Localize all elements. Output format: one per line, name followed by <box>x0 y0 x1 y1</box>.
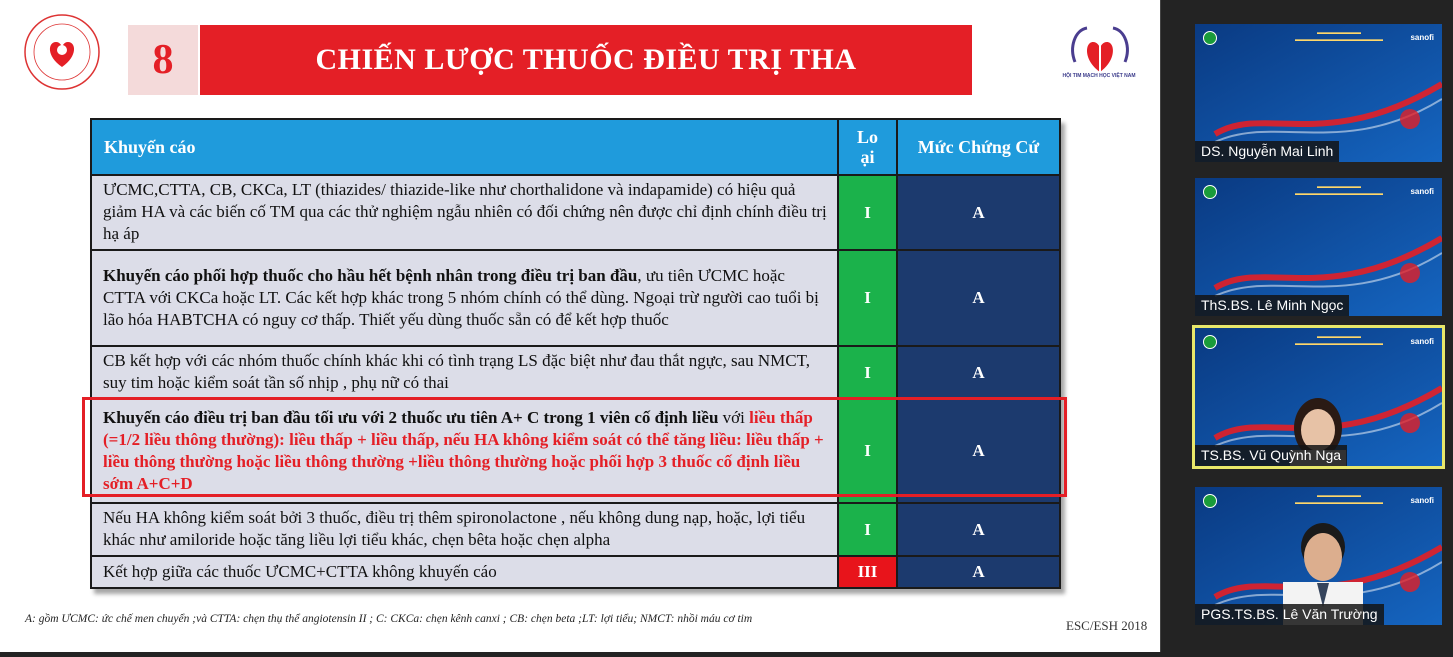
sponsor-logo: sanofi <box>1410 187 1434 196</box>
text-segment: Khuyến cáo điều trị ban đầu tối ưu với 2 thuốc ưu tiên A+ C trong 1 viên cố định liều <box>103 407 719 427</box>
table-row <box>91 346 1060 399</box>
participant-tile[interactable] <box>1195 328 1442 466</box>
class-cell: I <box>838 399 897 503</box>
webinar-banner: ▬▬▬▬▬▬▬▬ ▬▬▬▬▬▬▬▬▬▬▬▬▬▬▬▬ <box>1295 184 1383 197</box>
header-recommendation: Khuyến cáo <box>91 119 838 175</box>
slide-number: 8 <box>128 25 198 95</box>
text-segment: Kết hợp giữa các thuốc ƯCMC+CTTA không khuyến cáo <box>103 561 497 581</box>
class-cell: I <box>838 175 897 250</box>
evidence-cell: A <box>897 503 1060 556</box>
class-cell: I <box>838 346 897 399</box>
participant-name: DS. Nguyễn Mai Linh <box>1195 141 1339 162</box>
webinar-banner: ▬▬▬▬▬▬▬▬ ▬▬▬▬▬▬▬▬▬▬▬▬▬▬▬▬ <box>1295 493 1383 506</box>
participant-name: ThS.BS. Lê Minh Ngọc <box>1195 295 1349 316</box>
hypertension-society-logo <box>22 12 102 92</box>
evidence-cell: A <box>897 399 1060 503</box>
sponsor-logo: sanofi <box>1410 496 1434 505</box>
webinar-banner: ▬▬▬▬▬▬▬▬ ▬▬▬▬▬▬▬▬▬▬▬▬▬▬▬▬ <box>1295 334 1383 347</box>
evidence-cell: A <box>897 250 1060 346</box>
recommendation-text <box>91 556 838 588</box>
text-segment: Nếu HA không kiểm soát bởi 3 thuốc, điều trị thêm spironolactone , nếu không dung nạp, hoặc, lợi tiểu khác như amiloride hoặc tăng liều lợi tiểu khác, chẹn bêta hoặc chẹn alpha <box>103 508 806 549</box>
participant-name: TS.BS. Vũ Quỳnh Nga <box>1195 445 1347 466</box>
source-citation: ESC/ESH 2018 <box>1066 618 1148 633</box>
class-cell: I <box>838 250 897 346</box>
participant-tile[interactable] <box>1195 24 1442 162</box>
organization-icon <box>1203 185 1217 199</box>
table-row <box>91 175 1060 250</box>
participant-tile[interactable] <box>1195 178 1442 316</box>
participant-name: PGS.TS.BS. Lê Văn Trường <box>1195 604 1384 625</box>
table-row <box>91 250 1060 346</box>
webinar-banner: ▬▬▬▬▬▬▬▬ ▬▬▬▬▬▬▬▬▬▬▬▬▬▬▬▬ <box>1295 30 1383 43</box>
recommendation-text <box>91 175 838 250</box>
evidence-cell: A <box>897 556 1060 588</box>
table-row <box>91 503 1060 556</box>
sponsor-logo: sanofi <box>1410 337 1434 346</box>
recommendation-text <box>91 399 838 503</box>
text-segment: CB kết hợp với các nhóm thuốc chính khác khi có tình trạng LS đặc biệt như đau thắt ngực, sau NMCT, suy tim hoặc kiểm soát tần số nhịp , phụ nữ có thai <box>103 351 810 392</box>
recommendation-table <box>90 118 1061 589</box>
text-segment: với <box>718 407 750 427</box>
organization-icon <box>1203 494 1217 508</box>
recommendation-text <box>91 250 838 346</box>
header-class: Loại <box>838 119 897 175</box>
organization-icon <box>1203 31 1217 45</box>
text-segment: ƯCMC,CTTA, CB, CKCa, LT (thiazides/ thiazide-like như chorthalidone và indapamide) có hiệu quả giảm HA và các biến cố TM qua các thử nghiệm ngẫu nhiên có đối chứng nên được chỉ định chính điều trị hạ áp <box>103 180 827 243</box>
footnote: A: gồm ƯCMC: ức chế men chuyển ;và CTTA: chẹn thụ thể angiotensin II ; C: CKCa: chẹn kênh canxi ; CB: chẹn beta ;LT: lợi tiểu; NMCT: nhồi máu cơ tim <box>25 613 753 625</box>
slide-title: CHIẾN LƯỢC THUỐC ĐIỀU TRỊ THA <box>200 25 972 95</box>
recommendation-text <box>91 346 838 399</box>
table-row <box>91 399 1060 503</box>
organization-icon <box>1203 335 1217 349</box>
text-segment: liều thấp (=1/2 liều thông thường): liều thấp + liều thấp, nếu HA không kiểm soát có thể tăng liều: liều thấp + liều thông thường hoặc liều thông thường +liều thông thường hoặc phối hợp 3 thuốc cố định liều sớm A+C+D <box>103 407 824 493</box>
text-segment: Khuyến cáo phối hợp thuốc cho hầu hết bệnh nhân trong điều trị ban đầu <box>103 265 638 285</box>
text-segment: , ưu tiên ƯCMC hoặc CTTA với CKCa hoặc LT. Các kết hợp khác trong 5 nhóm chính có thể dùng. Ngoại trừ người cao tuổi bị lão hóa HABTCHA có nguy cơ thấp. Thiết yếu dùng thuốc sẵn có để kết hợp thuốc <box>103 265 819 329</box>
participant-tile[interactable] <box>1195 487 1442 625</box>
association-name: HỘI TIM MẠCH HỌC VIỆT NAM <box>1062 73 1136 79</box>
recommendation-text <box>91 503 838 556</box>
evidence-cell: A <box>897 175 1060 250</box>
evidence-cell: A <box>897 346 1060 399</box>
sponsor-logo: sanofi <box>1410 33 1434 42</box>
class-cell: III <box>838 556 897 588</box>
class-cell: I <box>838 503 897 556</box>
table-row <box>91 556 1060 588</box>
header-evidence-level: Mức Chứng Cứ <box>897 119 1060 175</box>
